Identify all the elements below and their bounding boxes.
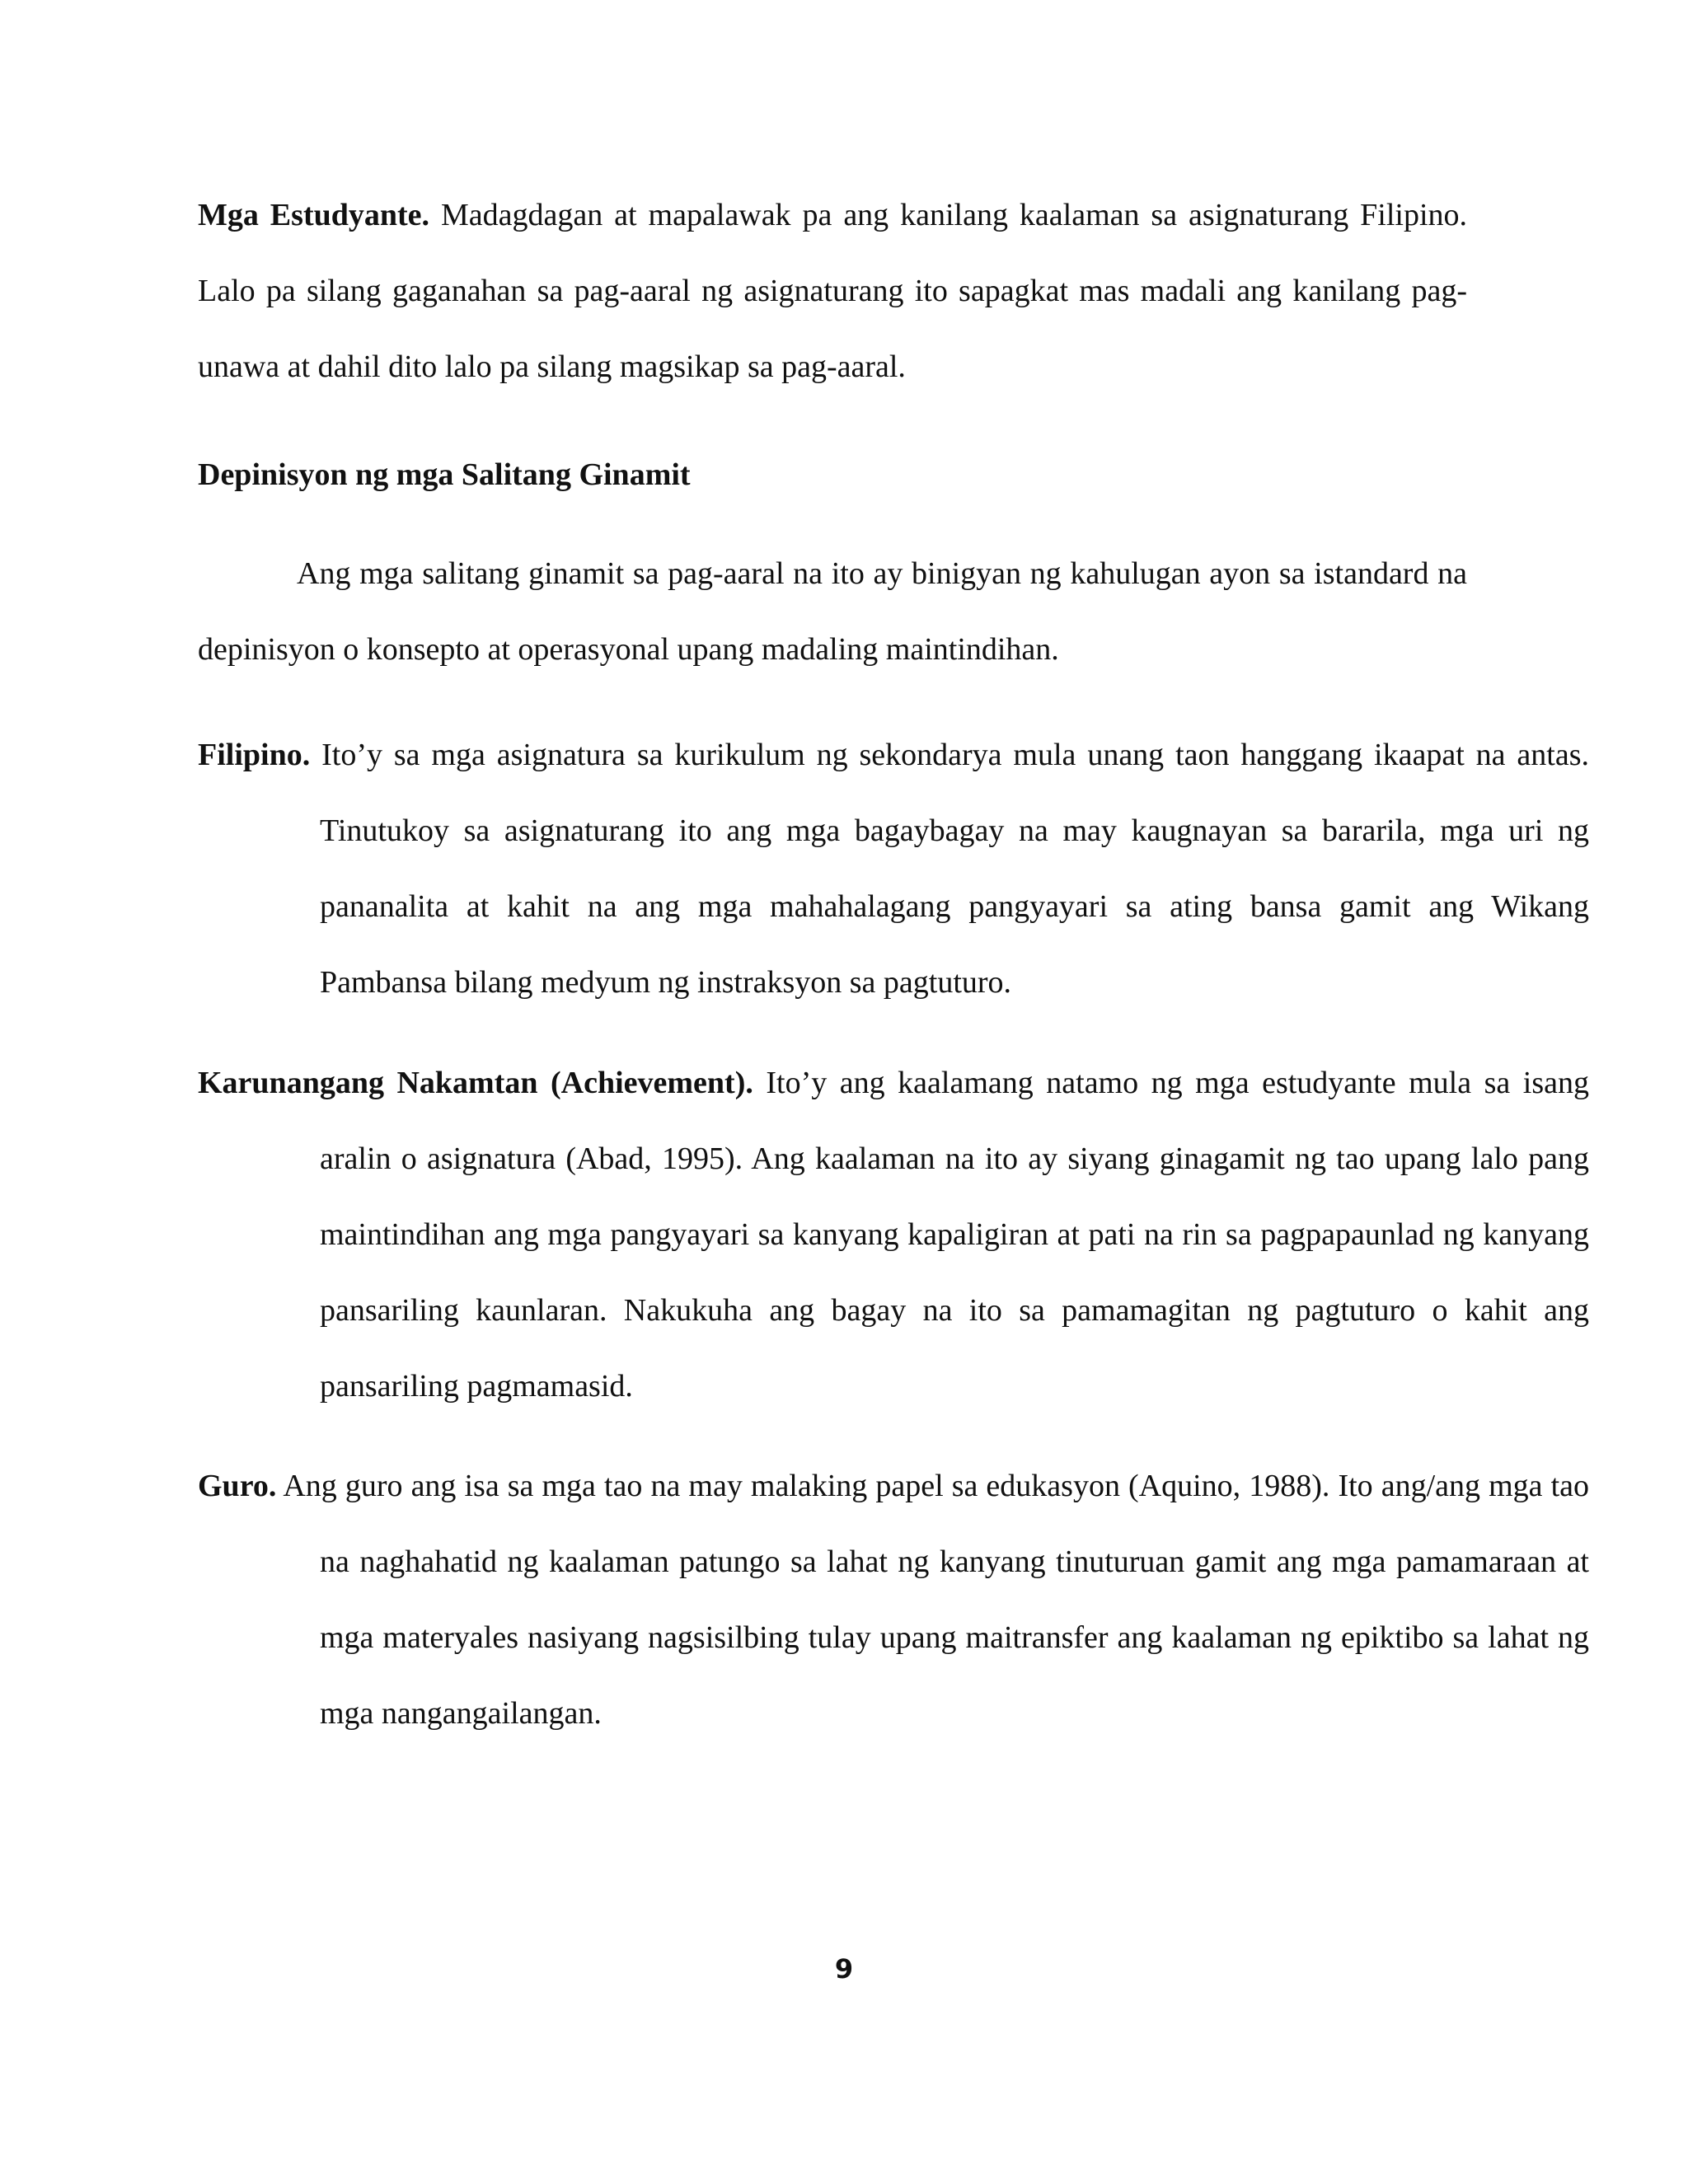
section-heading: Depinisyon ng mga Salitang Ginamit — [198, 457, 691, 492]
page-number: 9 — [834, 1953, 854, 1985]
definition-mga-estudyante: Madagdagan at mapalawak pa ang kanilang kaalaman sa asignaturang Filipino. Lalo pa silang gaganahan sa pag-aaral ng asignaturang ito sapagkat mas madali ang kanilang pag-unawa at dahil dito lalo pa silang magsikap sa pag-aaral. — [198, 198, 1467, 384]
paragraph-intro: Ang mga salitang ginamit sa pag-aaral na ito ay binigyan ng kahulugan ayon sa istandard na depinisyon o konsepto at operasyonal upang madaling maintindihan. — [198, 556, 1467, 667]
paragraph-karunungan — [198, 1045, 1589, 1424]
definition-filipino: Ito’y sa mga asignatura sa kurikulum ng sekondarya mula unang taon hanggang ikaapat na antas. Tinutukoy sa asignaturang ito ang mga bagaybagay na may kaugnayan sa bararila, mga uri ng pananalita at kahit na ang mga mahahalagang pangyayari sa ating bansa gamit ang Wikang Pambansa bilang medyum ng instraksyon sa pagtuturo. — [310, 738, 1589, 1000]
paragraph-mga-estudyante — [198, 177, 1467, 405]
term-filipino: Filipino. — [198, 738, 311, 772]
definition-guro: Ang guro ang isa sa mga tao na may malaking papel sa edukasyon (Aquino, 1988). Ito ang/ang mga tao na naghahatid ng kaalaman patungo sa lahat ng kanyang tinuturuan gamit ang mga pamamaraan at mga materyales nasiyang nagsisilbing tulay upang maitransfer ang kaalaman ng epiktibo sa lahat ng mga nangangailangan. — [276, 1469, 1589, 1731]
term-karunungan: Karunangang Nakamtan (Achievement). — [198, 1066, 753, 1100]
term-mga-estudyante: Mga Estudyante. — [198, 198, 430, 232]
term-guro: Guro. — [198, 1469, 277, 1503]
definition-karunungan: Ito’y ang kaalamang natamo ng mga estudyante mula sa isang aralin o asignatura (Abad, 1995). Ang kaalaman na ito ay siyang ginagamit ng tao upang lalo pang maintindihan ang mga pangyayari sa kanyang kapaligiran at pati na rin sa pagpapaunlad ng kanyang pansariling kaunlaran. Nakukuha ang bagay na ito sa pamamagitan ng pagtuturo o kahit ang pansariling pagmamasid. — [320, 1066, 1590, 1404]
paragraph-guro — [198, 1448, 1589, 1751]
paragraph-filipino — [198, 717, 1589, 1020]
